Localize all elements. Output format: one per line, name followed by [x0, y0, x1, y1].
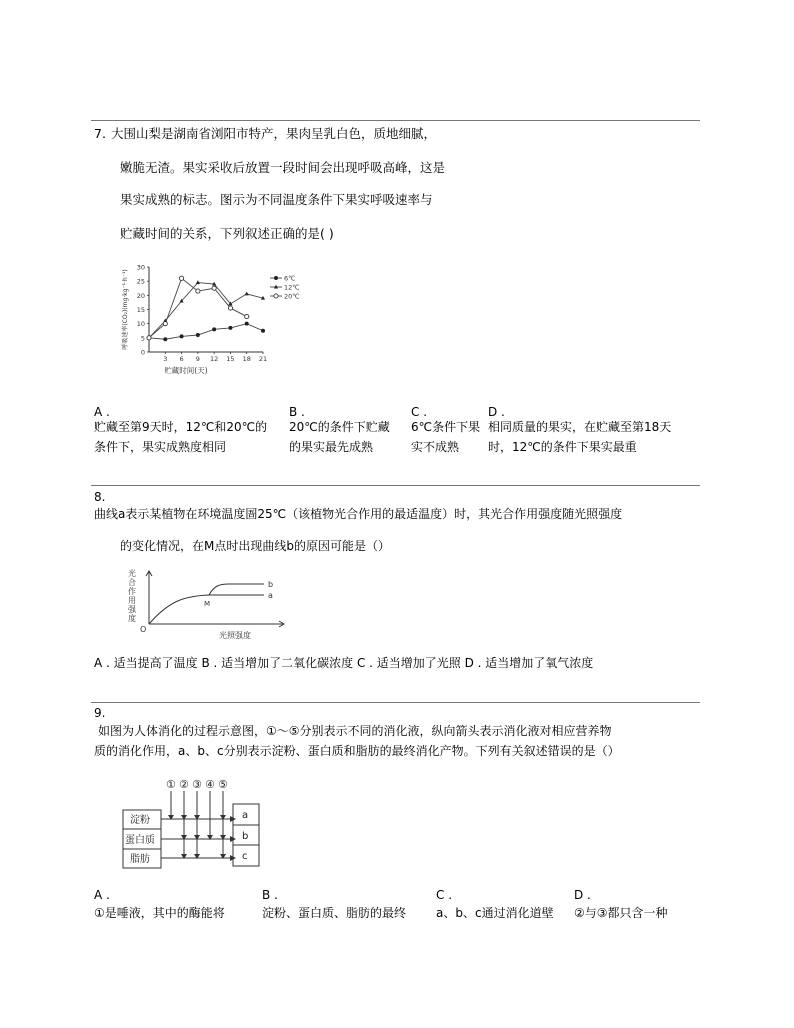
question-text-line: 贮藏时间的关系，下列叙述正确的是( ): [120, 226, 334, 241]
x-axis-label: 贮藏时间(天): [164, 366, 208, 375]
option-d-letter: D .: [488, 405, 505, 419]
data-point: [245, 322, 249, 326]
divider-q8: [91, 485, 700, 486]
chart-series: [147, 276, 265, 341]
data-point: [228, 306, 232, 310]
curve-b-label: b: [268, 580, 274, 589]
legend-marker: [274, 294, 278, 298]
option-d-text: 时，12℃的条件下果实最重: [488, 440, 637, 454]
option-a-letter: A .: [94, 888, 110, 902]
option-c-text: 实不成熟: [411, 440, 460, 454]
question-text-line: 果实成熟的标志。图示为不同温度条件下果实呼吸速率与: [120, 192, 433, 207]
data-point: [245, 292, 249, 296]
point-m-label: M: [204, 600, 211, 608]
option-a-text: 条件下，果实成熟度相同: [94, 440, 227, 454]
x-tick-label: 15: [226, 355, 235, 363]
y-axis-label: 呼吸速率(CO₂)(mg·kg⁻¹·h⁻¹): [122, 269, 129, 350]
option-c-text: 6℃条件下果: [411, 420, 481, 434]
curve-a-label: a: [268, 591, 273, 600]
data-point: [180, 334, 184, 338]
y-tick-label: 25: [136, 277, 145, 286]
option-a-text: ①是唾液，其中的酶能将: [94, 906, 225, 920]
digestion-process-figure: [120, 772, 280, 872]
origin-label: O: [140, 625, 147, 634]
option-d-text: ②与③都只含一种: [574, 906, 668, 920]
question-text-line: 如图为人体消化的过程示意图，①～⑤分别表示不同的消化液，纵向箭头表示消化液对相应营养物: [98, 724, 612, 738]
nutrient-protein: 蛋白质: [125, 835, 155, 846]
question-number: 8.: [94, 490, 106, 504]
option-a-text: 贮藏至第9天时，12℃和20℃的: [94, 420, 268, 434]
y-tick-label: 10: [136, 320, 145, 329]
legend-label: 20℃: [284, 292, 300, 301]
nutrient-fat: 脂肪: [130, 854, 150, 865]
y-axis-label-char: 用: [128, 596, 136, 605]
data-point: [212, 327, 216, 331]
option-d-text: 相同质量的果实，在贮藏至第18天: [488, 420, 672, 434]
y-tick-label: 30: [136, 263, 145, 272]
x-tick-label: 18: [242, 355, 251, 363]
question-number: 9.: [94, 706, 106, 720]
data-point: [245, 314, 249, 318]
data-point: [261, 329, 265, 333]
y-axis-label-char: 作: [128, 587, 136, 596]
photosynthesis-curve-figure: [124, 566, 294, 642]
option-d-letter: D .: [574, 888, 591, 902]
y-axis-label-char: 强: [128, 605, 136, 614]
option-b-text: 淀粉、蛋白质、脂肪的最终: [262, 906, 407, 920]
question-text-line: 的变化情况，在M点时出现曲线b的原因可能是（）: [120, 539, 390, 553]
y-axis-label-char: 光: [128, 569, 136, 578]
y-tick-label: 0: [140, 348, 145, 357]
divider-q9: [91, 702, 700, 703]
x-tick-label: 12: [210, 355, 219, 363]
data-point: [196, 289, 200, 293]
digestive-juice-5: ⑤: [218, 778, 228, 791]
chart-legend: [270, 275, 300, 301]
question-text-line: 曲线a表示某植物在环境温度圄25℃（该植物光合作用的最适温度）时，其光合作用强度随光照强度: [94, 507, 623, 521]
data-point: [228, 326, 232, 330]
y-tick-label: 20: [136, 291, 145, 300]
legend-label: 12℃: [284, 283, 300, 292]
data-point: [196, 333, 200, 337]
chart-axes: [121, 264, 267, 376]
digestive-juice-3: ③: [192, 778, 202, 791]
question-text-line: 大围山梨是湖南省浏阳市特产，果肉呈乳白色，质地细腻，: [111, 126, 437, 141]
y-axis-label-char: 合: [128, 578, 136, 587]
y-axis-label-char: 度: [128, 614, 136, 623]
digestive-juice-1: ①: [166, 778, 176, 791]
option-c-text: a、b、c通过消化道壁: [436, 906, 554, 920]
x-axis-label: 光照强度: [219, 631, 251, 640]
respiration-rate-chart: [116, 258, 316, 390]
product-b: b: [242, 831, 249, 842]
option-c-letter: C .: [436, 888, 453, 902]
data-point: [196, 280, 200, 284]
data-point: [179, 276, 183, 280]
question-text-line: 质的消化作用，a、b、c分别表示淀粉、蛋白质和脂肪的最终消化产物。下列有关叙述错误的是（）: [94, 744, 620, 758]
data-point: [212, 286, 216, 290]
option-b-text: 的果实最先成熟: [289, 440, 374, 454]
option-c-letter: C .: [411, 405, 428, 419]
x-tick-label: 6: [179, 355, 184, 363]
data-point: [163, 337, 167, 341]
legend-label: 6℃: [284, 274, 296, 283]
options-q8: A . 适当提高了温度 B . 适当增加了二氧化碳浓度 C . 适当增加了光照 D . 适当增加了氧气浓度: [94, 656, 594, 670]
data-point: [163, 322, 167, 326]
option-b-text: 20℃的条件下贮藏: [289, 420, 390, 434]
data-point: [147, 336, 151, 340]
series-line: [149, 283, 263, 338]
question-text-line: 嫩脆无渣。果实采收后放置一段时间会出现呼吸高峰，这是: [120, 160, 446, 175]
option-b-letter: B .: [289, 405, 305, 419]
product-c: c: [242, 851, 248, 862]
legend-marker: [274, 276, 278, 280]
digestive-juice-2: ②: [179, 778, 189, 791]
x-tick-label: 9: [195, 355, 200, 363]
x-tick-label: 21: [258, 355, 268, 363]
digestive-juice-4: ④: [205, 778, 215, 791]
y-tick-label: 5: [140, 334, 145, 343]
option-a-letter: A .: [94, 405, 110, 419]
y-tick-label: 15: [136, 306, 145, 314]
divider-q7: [91, 120, 700, 121]
series-1: [147, 280, 265, 339]
question-number: 7.: [94, 126, 106, 141]
series-2: [147, 276, 249, 340]
x-tick-label: 3: [163, 355, 168, 363]
nutrient-starch: 淀粉: [130, 815, 150, 826]
option-b-letter: B .: [262, 888, 278, 902]
product-a: a: [242, 810, 249, 821]
